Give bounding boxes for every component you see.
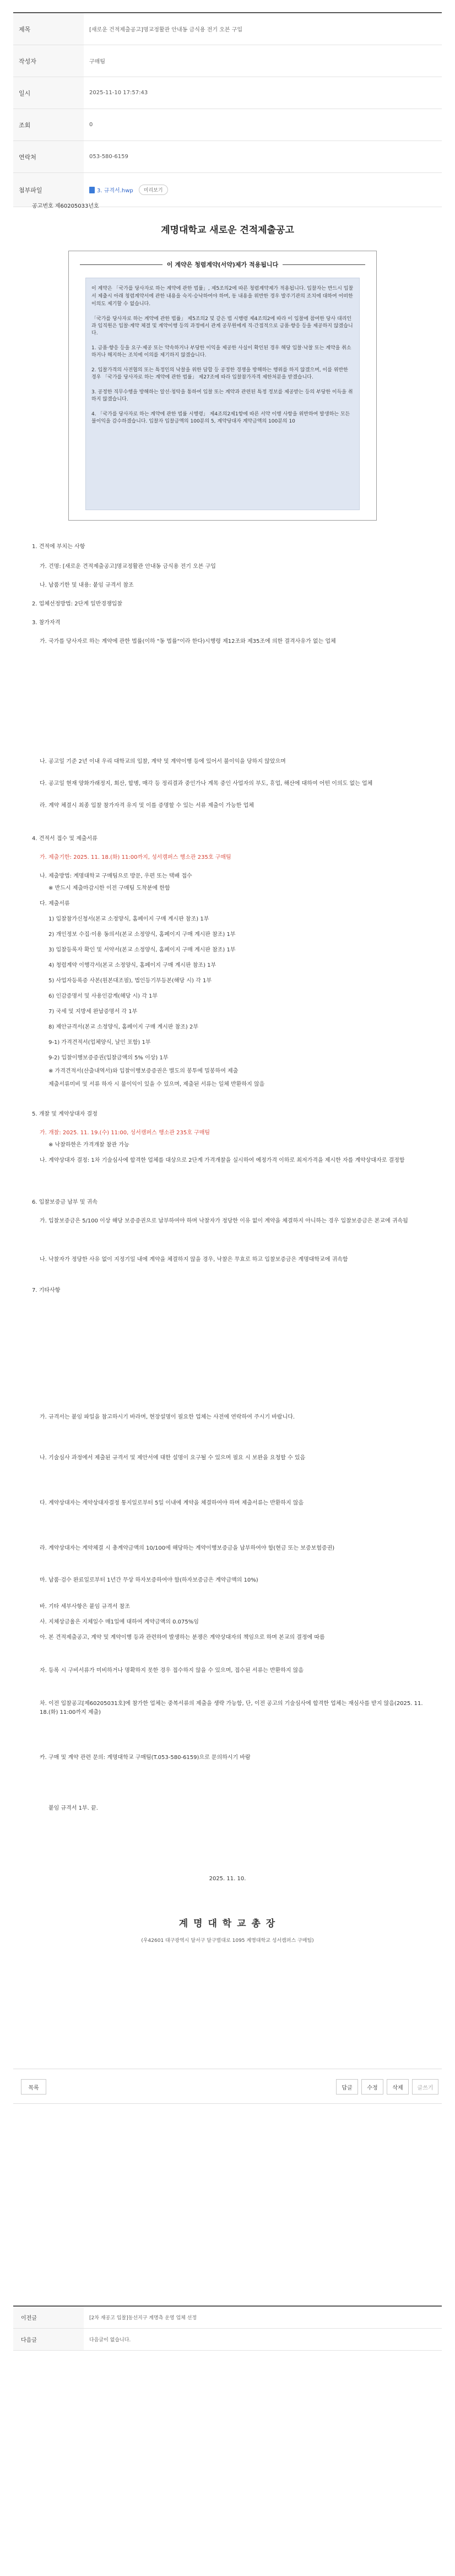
meta-value: 0 bbox=[89, 122, 93, 128]
delete-button[interactable]: 삭제 bbox=[387, 2079, 409, 2095]
body-line: 바. 기타 세부사항은 붙임 규격서 참조 bbox=[40, 1604, 130, 1610]
prev-post-label: 이전글 bbox=[13, 2307, 84, 2328]
meta-key: 연락처 bbox=[13, 141, 84, 172]
write-button[interactable] bbox=[412, 2079, 438, 2095]
integrity-box-title-text: 이 계약은 청렴계약(서약)제가 적용됩니다 bbox=[166, 261, 279, 268]
body-line: 나. 납품기한 및 내용: 붙임 규격서 참조 bbox=[40, 582, 134, 588]
post-navigation bbox=[13, 2306, 442, 2351]
body-line: 9-1) 가격견적서(업체양식, 날인 포함) 1부 bbox=[48, 1040, 151, 1046]
write-button-label: 글쓰기 bbox=[417, 2085, 434, 2091]
meta-key: 작성자 bbox=[13, 45, 84, 77]
body-line: 5. 개찰 및 계약상대자 결정 bbox=[32, 1111, 98, 1117]
body-line: 나. 제출방법: 계명대학교 구매팀으로 방문, 우편 또는 택배 접수 bbox=[40, 873, 192, 879]
meta-key: 일시 bbox=[13, 77, 84, 109]
body-line: 가. 입찰보증금은 5/100 이상 해당 보증증권으로 납부하여야 하며 낙찰자가 정당한 이유 없이 계약을 체결하지 아니하는 경우 입찰보증금은 본교에 귀속됨 bbox=[40, 1218, 408, 1224]
body-line: 가. 규격서는 붙임 파일을 참고하시기 바라며, 현장설명이 필요한 업체는 사전에 연락하여 주시기 바랍니다. bbox=[40, 1414, 295, 1420]
meta-row-contact bbox=[13, 141, 442, 173]
body-line: 1. 견적에 부치는 사항 bbox=[32, 544, 85, 550]
notice-number: 공고번호 제60205033년호 bbox=[32, 203, 99, 209]
integrity-item: 「국가를 당사자로 하는 계약에 관한 법률」 제5조의2 및 같은 법 시행령 제4조의2에 따라 이 입찰에 참여한 당사 대리인과 임직원은 입찰·계약 체결 및 계약이행 등의 과정에서 관계 공무원에게 직·간접적으로 금품·향응 등을 제공하지 않겠습니다. bbox=[91, 316, 353, 336]
body-line: 5) 사업자등록증 사본(원본대조필), 법인등기부등본(해당 시) 각 1부 bbox=[48, 978, 212, 984]
signer: 계 명 대 학 교 총 장 bbox=[178, 1918, 277, 1929]
body-line: 나. 계약상대자 결정: 1차 기술심사에 합격한 업체를 대상으로 2단계 가격개찰을 실시하여 예정가격 이하로 최저가격을 제시한 자를 계약상대자로 결정함 bbox=[40, 1157, 405, 1163]
body-line: 가. 건명: [새로운 견적제출공고]명교정활관 안내동 금식용 전기 오븐 구입 bbox=[40, 564, 216, 570]
body-line: 다. 계약상대자는 계약상대자결정 통지일로부터 5일 이내에 계약을 체결하여야 하며 제출서류는 반환하지 않음 bbox=[40, 1500, 304, 1506]
body-line: 9-2) 입찰이행보증증권(입찰금액의 5% 이상) 1부 bbox=[48, 1055, 169, 1061]
meta-key: 조회 bbox=[13, 109, 84, 140]
integrity-contract-box bbox=[68, 251, 377, 521]
body-line: 가. 제출기한: 2025. 11. 18.(화) 11:00까지, 성서캠퍼스 행소관 235호 구매팀 bbox=[40, 854, 231, 861]
body-line: ※ 반드시 제출마감시한 이전 구매팀 도착분에 한함 bbox=[48, 885, 170, 891]
body-line: 1) 입찰참가신청서(본교 소정양식, 홈페이지 구매 계시판 참조) 1부 bbox=[48, 916, 209, 922]
body-line: 마. 납품·검수 완료일로부터 1년간 무상 하자보증하여야 함(하자보증금은 계약금액의 10%) bbox=[40, 1577, 258, 1583]
integrity-box-list bbox=[91, 316, 354, 425]
next-post-title: 다음글이 없습니다. bbox=[89, 2337, 131, 2343]
integrity-box-content bbox=[85, 278, 360, 510]
body-line: 카. 구매 및 계약 관련 문의: 계명대학교 구매팀(T.053-580-6159)으로 문의하시기 바람 bbox=[40, 1755, 251, 1761]
document-icon bbox=[89, 187, 95, 193]
body-line: 라. 계약 체결시 최종 입찰 참가자격 유지 및 이를 증명할 수 있는 서류 제출이 가능한 업체 bbox=[40, 803, 254, 809]
body-line: 가. 개찰: 2025. 11. 19.(수) 11:00, 성서캠퍼스 행소관 235호 구매팀 bbox=[40, 1130, 210, 1136]
body-line: 차. 이전 입찰공고[제60205031호]에 참가한 업체는 중복서류의 제출을 생략 가능함, 단, 이전 공고의 기술심사에 합격한 업체는 재심사를 받지 않음(2025. 11. 18.(화) 11:00까지 제출) bbox=[40, 1701, 423, 1715]
preview-button[interactable]: 미리보기 bbox=[139, 185, 168, 195]
body-line: 3) 입찰등록자 확인 및 서약서(본교 소정양식, 홈페이지 구매 계시판 참조) 1부 bbox=[48, 947, 236, 953]
body-line: 2) 개인정보 수집·이용 동의서(본교 소정양식, 홈페이지 구매 계시판 참조) 1부 bbox=[48, 932, 236, 938]
meta-row-title bbox=[13, 13, 442, 45]
body-line: 7. 기타사항 bbox=[32, 1287, 61, 1294]
body-line: 다. 공고일 현재 양화가래정지, 회산, 합병, 매각 등 정리결과 중인가나 계목 중인 사업자의 부도, 휴업, 해산에 대하여 어떤 이의도 없는 업체 bbox=[40, 781, 373, 787]
list-button[interactable]: 목록 bbox=[21, 2079, 46, 2095]
meta-value: 구매팀 bbox=[89, 59, 105, 65]
body-line: 가. 국가를 당사자로 하는 계약에 관한 법률(이하 "동 법률"이라 한다)시행령 제12조와 제35조에 의한 결격사유가 없는 업체 bbox=[40, 638, 336, 645]
integrity-item: 2. 입찰가격의 사전협의 또는 특정인의 낙찰을 위한 담합 등 공정한 경쟁을 방해하는 행위를 하지 않겠으며, 이를 위반한 경우 「국가를 당사자로 하는 계약에 관한 법률」 제27조에 따라 입찰참가자격 제한처분을 받겠습니다. bbox=[91, 367, 348, 380]
body-line: 6) 인감증명서 및 사용인감계(해당 시) 각 1부 bbox=[48, 993, 158, 999]
prev-post-title[interactable]: [2차 재공고 입찰]동선지구 계명측 운영 업체 선정 bbox=[89, 2315, 197, 2321]
next-post-label: 다음글 bbox=[13, 2329, 84, 2350]
integrity-box-title bbox=[69, 251, 376, 278]
body-line: ※ 낙찰하한은 가격개찰 참관 가능 bbox=[48, 1142, 129, 1148]
integrity-box-lead: 이 계약은 「국가를 당사자로 하는 계약에 관한 법률」, 제5조의2에 따른 청렴계약제가 적용됩니다. 입찰자는 반드시 입찰서 제출시 아래 청렴계약서에 관한 내용을 숙지·승낙하여야 하며, 동 내용을 위반한 경우 발주기관의 조치에 대하여 어떠한 이의도 제기할 수 없습니다. bbox=[91, 286, 354, 307]
body-line: 8) 제안규격서(본교 소정양식, 홈페이지 구매 계시판 참조) 2부 bbox=[48, 1024, 199, 1030]
meta-row-date bbox=[13, 77, 442, 109]
body-line: 자. 등록 시 구비서류가 미비하거나 명확하지 못한 경우 접수하지 않을 수 있으며, 접수된 서류는 반환하지 않음 bbox=[40, 1668, 304, 1674]
body-line: 3. 참가자격 bbox=[32, 620, 61, 626]
meta-value: [새로운 건적제출공고]명교정활관 안내동 금식용 전기 오븐 구입 bbox=[89, 27, 243, 33]
body-line: 4. 견적서 접수 및 제출서류 bbox=[32, 836, 98, 842]
post-meta-table bbox=[13, 12, 442, 207]
body-line: 나. 낙찰자가 정당한 사유 없이 지정기일 내에 계약을 체결하지 않을 경우, 낙찰은 무효로 하고 입찰보증금은 계명대학교에 귀속함 bbox=[40, 1257, 348, 1263]
notice-date: 2025. 11. 10. bbox=[209, 1876, 246, 1882]
body-line: 4) 청렴계약 이행각서(본교 소정양식, 홈페이지 구매 계시판 참조) 1부 bbox=[48, 962, 216, 968]
edit-button[interactable]: 수정 bbox=[361, 2079, 383, 2095]
body-line: 아. 본 견적제출공고, 계약 및 계약이행 등과 관련하여 발생하는 분쟁은 계약상대자의 책임으로 하며 본교의 결정에 따름 bbox=[40, 1635, 325, 1641]
body-line: 나. 공고일 기준 2년 이내 우리 대학교의 입찰, 계약 및 계약이행 등에 있어서 불이익을 당하지 않았으며 bbox=[40, 759, 286, 765]
body-line: 다. 제출서류 bbox=[40, 901, 70, 907]
body-line: 7) 국세 및 지방세 완납증명서 각 1부 bbox=[48, 1009, 138, 1015]
body-line: 6. 입찰보증금 납부 및 귀속 bbox=[32, 1199, 98, 1205]
integrity-item: 1. 금품·향응 등을 요구·제공 또는 약속하거나 부당한 이익을 제공한 사실이 확인된 경우 해당 입찰·낙찰 또는 계약을 취소하거나 해지하는 조치에 이의를 제기하지 않겠습니다. bbox=[91, 345, 351, 358]
meta-value: 053-580-6159 bbox=[89, 154, 128, 160]
prev-post-row[interactable] bbox=[13, 2307, 442, 2329]
body-line: 제출서류미비 및 서류 하자 시 불이익이 있을 수 있으며, 제출된 서류는 일체 반환하지 않음 bbox=[48, 1081, 265, 1087]
body-line: 2. 업체선정방법: 2단계 일반경쟁입찰 bbox=[32, 601, 123, 607]
meta-value bbox=[84, 173, 442, 207]
attachment-filename: 3. 규격서.hwp bbox=[97, 188, 133, 194]
body-line: 사. 지체상금율은 지체일수 매1일에 대하여 계약금액의 0.075%임 bbox=[40, 1619, 199, 1625]
reply-button[interactable]: 답글 bbox=[336, 2079, 358, 2095]
meta-key: 제목 bbox=[13, 13, 84, 45]
signer-address: (우42601 대구광역시 달서구 달구벌대로 1095 계명대학교 성서캠퍼스 구매팀) bbox=[141, 1938, 314, 1944]
body-line: 나. 기술심사 과정에서 제출된 규격서 및 제안서에 대한 설명이 요구될 수 있으며 필요 시 보완을 요청할 수 있음 bbox=[40, 1455, 306, 1461]
meta-key: 첨부파일 bbox=[13, 173, 84, 207]
action-bar bbox=[13, 2069, 442, 2104]
attachment-link[interactable] bbox=[89, 186, 133, 194]
meta-value: 2025-11-10 17:57:43 bbox=[89, 90, 148, 96]
body-line: 붙임 규격서 1부. 끝. bbox=[48, 1805, 98, 1811]
document-title: 계명대학교 새로운 견적제출공고 bbox=[161, 225, 294, 236]
meta-row-author bbox=[13, 45, 442, 77]
integrity-item: 4. 「국가를 당사자로 하는 계약에 관한 법률 시행령」 제4조의2제1항에 따른 서약 이행 사항을 위반하여 발생하는 모든 불이익을 감수하겠습니다. 입찰자 입찰금액의 100분의 5, 계약당대자 계약금액의 100분의 10 bbox=[91, 412, 350, 424]
integrity-item: 3. 공정한 직무수행을 방해하는 알선·청탁을 통하여 입찰 또는 계약과 관련된 특정 정보를 제공받는 등의 부당한 이득을 취하지 않겠습니다. bbox=[91, 389, 353, 402]
body-line: ※ 가격견적서(산출내역서)와 입찰이행보증증권은 별도의 봉투에 밀봉하여 제출 bbox=[48, 1068, 239, 1074]
next-post-row bbox=[13, 2329, 442, 2351]
body-line: 라. 계약상대자는 계약체결 시 총계약금액의 10/100에 해당하는 계약이행보증금을 납부하여야 함(현금 또는 보증보험증권) bbox=[40, 1545, 335, 1551]
meta-row-views bbox=[13, 109, 442, 141]
